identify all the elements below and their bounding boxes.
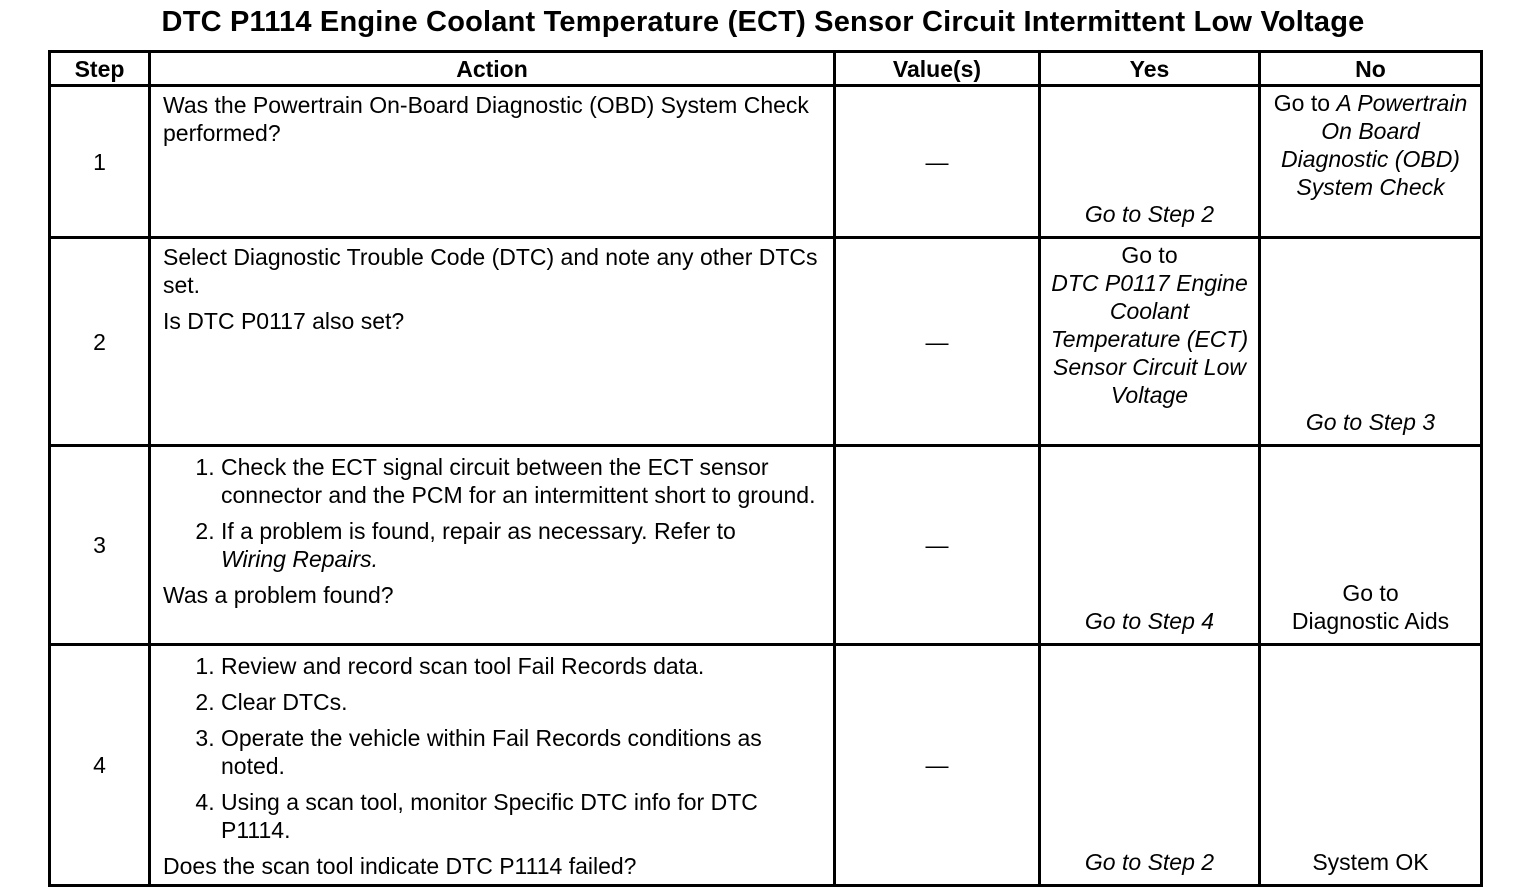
no-prefix: Go to: [1342, 580, 1399, 606]
step-number: 1: [50, 86, 150, 238]
value-cell: —: [835, 238, 1040, 446]
action-list-item: [221, 517, 821, 573]
yes-cell: [1040, 86, 1260, 238]
no-result: System OK: [1312, 849, 1429, 875]
action-cell: [150, 446, 835, 645]
action-item-suffix: .: [371, 546, 379, 572]
no-prefix: Go to: [1273, 90, 1331, 116]
action-question: Was a problem found?: [163, 582, 394, 608]
action-item-text: If a problem is found, repair as necessary. Refer to: [221, 518, 736, 544]
action-list-item: 3. Operate the vehicle within Fail Records conditions as noted.: [221, 724, 821, 780]
table-row: [50, 446, 1482, 645]
action-list-item: 2. Clear DTCs.: [221, 688, 821, 716]
yes-cell: [1040, 645, 1260, 886]
header-no: No: [1260, 52, 1482, 86]
value-cell: —: [835, 86, 1040, 238]
no-cell: [1260, 446, 1482, 645]
wiring-repairs-link[interactable]: Wiring Repairs: [221, 546, 372, 572]
action-cell: [150, 86, 835, 238]
yes-cell: [1040, 238, 1260, 446]
no-cell: [1260, 645, 1482, 886]
action-list-item: [221, 453, 821, 509]
table-row: [50, 645, 1482, 886]
action-text: Was the Powertrain On-Board Diagnostic (OBD) System Check performed?: [163, 92, 809, 146]
action-question: Is DTC P0117 also set?: [163, 308, 405, 334]
action-list: [163, 453, 821, 573]
action-text: Select Diagnostic Trouble Code (DTC) and note any other DTCs set.: [163, 244, 818, 298]
action-list-item: 1. Review and record scan tool Fail Records data.: [221, 652, 821, 680]
header-value: Value(s): [835, 52, 1040, 86]
no-link[interactable]: Go to Step 3: [1305, 409, 1436, 435]
no-link[interactable]: A Powertrain On Board Diagnostic (OBD) System Check: [1281, 90, 1468, 200]
no-link[interactable]: Diagnostic Aids: [1291, 608, 1450, 634]
yes-link[interactable]: Go to Step 2: [1084, 849, 1215, 875]
action-item-text: Check the ECT signal circuit between the ECT sensor connector and the PCM for an intermittent short to ground.: [221, 454, 816, 508]
no-cell: [1260, 86, 1482, 238]
action-list: [163, 652, 821, 844]
yes-prefix: Go to: [1121, 242, 1178, 268]
action-cell: [150, 645, 835, 886]
action-question: Does the scan tool indicate DTC P1114 failed?: [163, 853, 637, 879]
yes-link[interactable]: DTC P0117 Engine Coolant Temperature (ECT) Sensor Circuit Low Voltage: [1050, 270, 1249, 408]
action-list-item: 4. Using a scan tool, monitor Specific DTC info for DTC P1114.: [221, 788, 821, 844]
header-action: Action: [150, 52, 835, 86]
page-title: DTC P1114 Engine Coolant Temperature (ECT) Sensor Circuit Intermittent Low Voltage: [161, 6, 1365, 38]
step-number: 3: [50, 446, 150, 645]
header-yes: Yes: [1040, 52, 1260, 86]
step-number: 4: [50, 645, 150, 886]
no-cell: [1260, 238, 1482, 446]
yes-cell: [1040, 446, 1260, 645]
table-header-row: [50, 52, 1482, 86]
table-row: [50, 86, 1482, 238]
action-cell: [150, 238, 835, 446]
yes-link[interactable]: Go to Step 2: [1084, 201, 1215, 227]
value-cell: —: [835, 645, 1040, 886]
header-step: Step: [50, 52, 150, 86]
diagnostic-table: [48, 50, 1483, 887]
table-row: [50, 238, 1482, 446]
yes-link[interactable]: Go to Step 4: [1084, 608, 1215, 634]
step-number: 2: [50, 238, 150, 446]
value-cell: —: [835, 446, 1040, 645]
